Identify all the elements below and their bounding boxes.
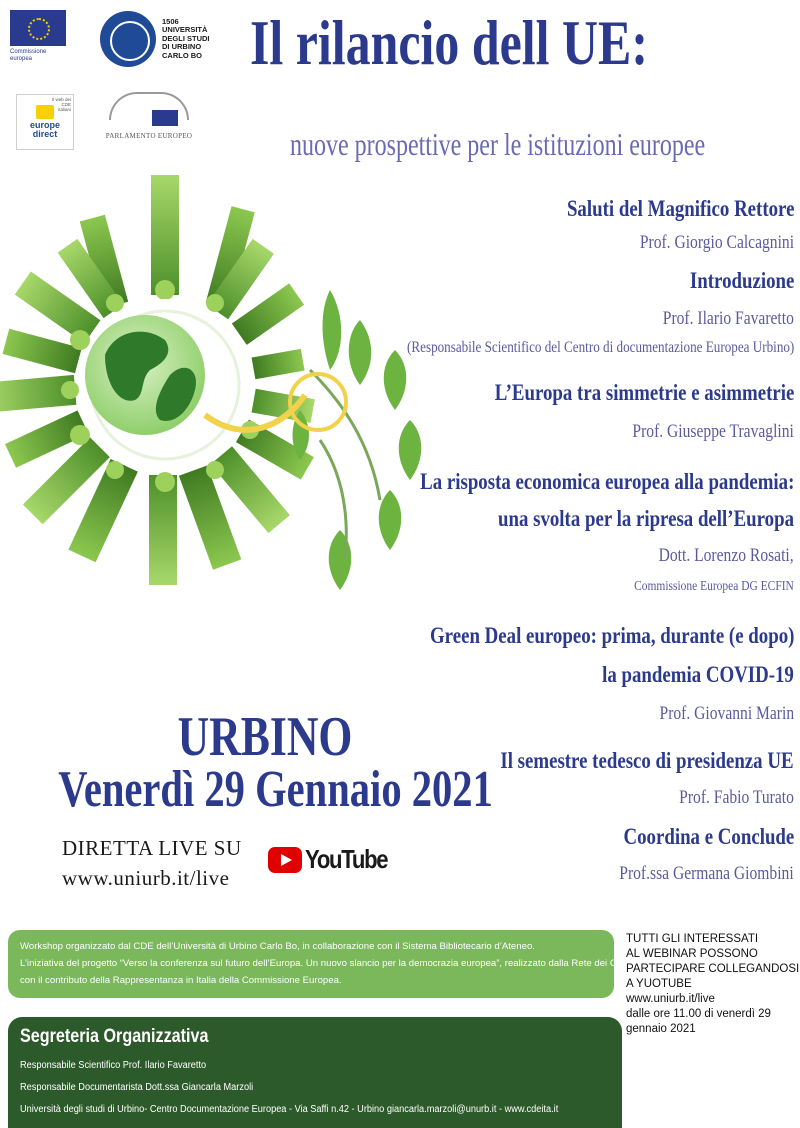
page-title: Il rilancio dell UE: <box>250 7 648 78</box>
program-heading-risposta: La risposta economica europea alla pandemia: <box>419 469 794 494</box>
side-info-line: A YUOTUBE <box>626 978 692 990</box>
event-date: Venerdì 29 Gennaio 2021 <box>58 761 493 818</box>
green-city-globe-illustration <box>0 140 440 700</box>
segreteria-title: Segreteria Organizzativa <box>20 1026 209 1047</box>
program-heading-semestre: Il semestre tedesco di presidenza UE <box>500 748 794 773</box>
parlamento-europeo-logo <box>104 92 194 144</box>
program-speaker-marin: Prof. Giovanni Marin <box>659 703 794 724</box>
workshop-info-line: con il contributo della Rappresentanza in Italia della Commissione Europea. <box>20 975 342 986</box>
side-info-link[interactable]: www.uniurb.it/live <box>626 993 715 1005</box>
europe-direct-label: europe direct <box>29 120 60 139</box>
program-note-ecfin: Commissione Europea DG ECFIN <box>634 579 794 594</box>
program-speaker-giombini: Prof.ssa Germana Giombini <box>619 863 794 884</box>
eu-flag-icon <box>152 110 178 126</box>
side-info-line: TUTTI GLI INTERESSATI <box>626 933 759 945</box>
youtube-logo[interactable] <box>268 844 402 875</box>
program-heading-rettore: Saluti del Magnifico Rettore <box>566 196 794 221</box>
workshop-info-line: Workshop organizzato dal CDE dell’Università di Urbino Carlo Bo, in collaborazione con il Sistema Bibliotecario d’Ateneo. <box>20 941 535 952</box>
program-speaker-turato: Prof. Fabio Turato <box>679 787 794 808</box>
european-commission-logo <box>10 10 82 68</box>
program-heading-covid: la pandemia COVID-19 <box>602 662 794 687</box>
side-info-line: gennaio 2021 <box>626 1023 696 1035</box>
program-speaker-travaglini: Prof. Giuseppe Travaglini <box>632 421 794 442</box>
plant-leaves <box>293 290 422 590</box>
program-speaker-favaretto: Prof. Ilario Favaretto <box>662 308 794 329</box>
youtube-label: YouTube <box>305 844 388 874</box>
university-seal-icon <box>100 11 156 67</box>
page-subtitle: nuove prospettive per le istituzioni europee <box>290 126 706 162</box>
program-note-favaretto: (Responsabile Scientifico del Centro di documentazione Europea Urbino) <box>406 339 794 356</box>
live-label: DIRETTA LIVE SU <box>62 836 242 860</box>
workshop-info-line: L’iniziativa del progetto “Verso la conferenza sul futuro dell’Europa. Un nuovo slancio per la democrazia europea”, realizzato dalla Rete dei CDE italiani <box>20 958 660 969</box>
event-city: URBINO <box>177 706 353 768</box>
side-info-line: AL WEBINAR POSSONO <box>626 948 758 960</box>
program-heading-simmetrie: L’Europa tra simmetrie e asimmetrie <box>494 380 794 405</box>
program-heading-green-deal: Green Deal europeo: prima, durante (e dopo) <box>429 623 794 648</box>
parlamento-label: PARLAMENTO EUROPEO <box>105 132 193 140</box>
workshop-info-text <box>20 938 660 989</box>
program-speaker-rosati: Dott. Lorenzo Rosati, <box>658 545 794 566</box>
segreteria-line: Responsabile Documentarista Dott.ssa Giancarla Marzoli <box>20 1082 254 1093</box>
uniurb-logo <box>100 10 250 68</box>
side-info-line: dalle ore 11.00 di venerdì 29 <box>626 1008 771 1020</box>
program-heading-coordina: Coordina e Conclude <box>623 824 794 849</box>
program-heading-introduzione: Introduzione <box>689 268 794 293</box>
side-info-block <box>626 932 800 1037</box>
program-heading-svolta: una svolta per la ripresa dell’Europa <box>497 506 794 531</box>
youtube-play-icon <box>268 847 302 873</box>
ec-logo-label: Commissione europea <box>10 49 47 62</box>
uniurb-logo-label: 1506 UNIVERSITÀ DEGLI STUDI DI URBINO CARLO BO <box>162 16 210 60</box>
side-info-line: PARTECIPARE COLLEGANDOSI <box>626 963 800 975</box>
segreteria-line: Responsabile Scientifico Prof. Ilario Favaretto <box>20 1060 207 1071</box>
eu-flag-icon <box>10 10 66 46</box>
program-speaker-calcagnini: Prof. Giorgio Calcagnini <box>639 232 794 253</box>
live-website-link[interactable]: www.uniurb.it/live <box>62 866 230 890</box>
segreteria-line: Università degli studi di Urbino- Centro Documentazione Europea - Via Saffi n.42 - Urbino giancarla.marzoli@unurb.it - www.cdeita.it <box>20 1104 559 1115</box>
europe-direct-small-label: Il web dei CDE italiani <box>51 97 71 112</box>
